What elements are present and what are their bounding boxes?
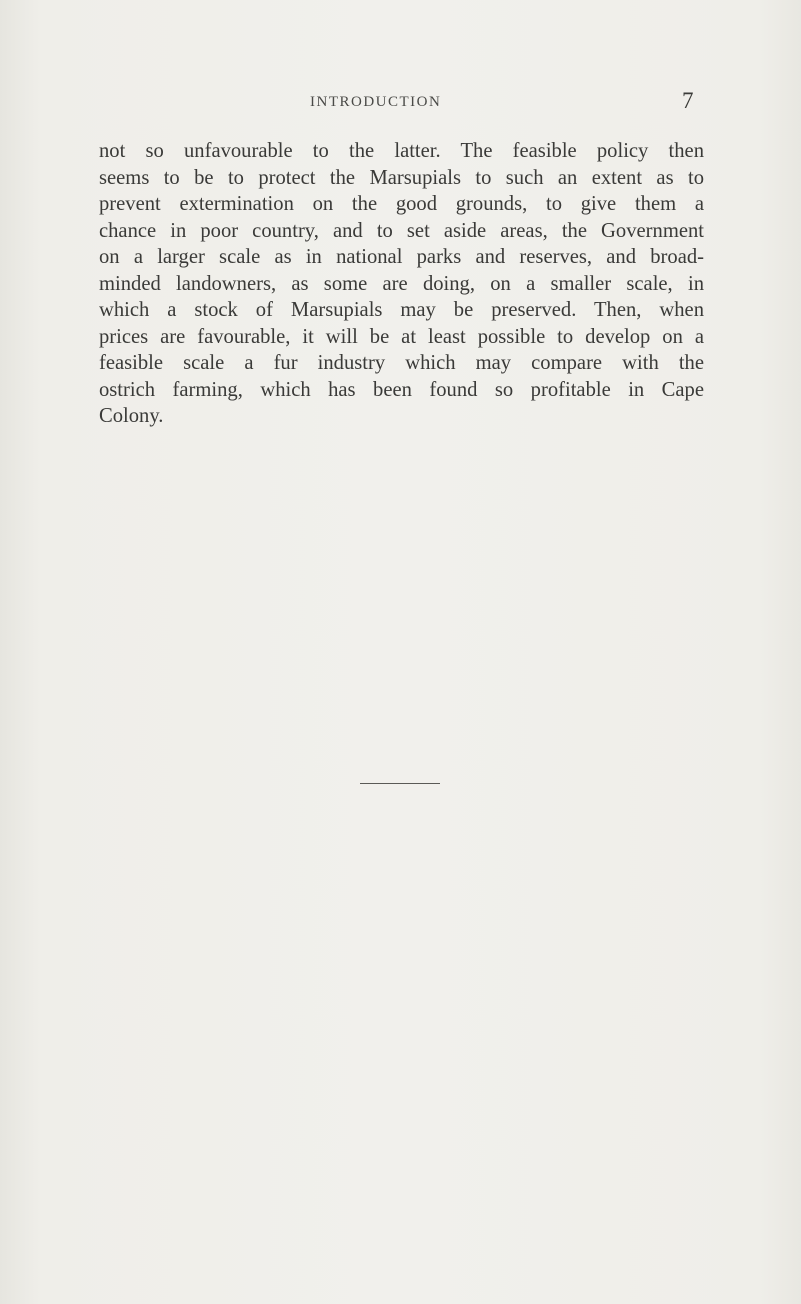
text-line: seems to be to protect the Marsupials to such an extent as to xyxy=(99,166,704,189)
text-line: ostrich farming, which has been found so profitable in Cape xyxy=(99,378,704,401)
text-line: prevent extermination on the good grounds, to give them a xyxy=(99,193,704,215)
text-line: minded landowners, as some are doing, on a smaller scale, in xyxy=(99,272,704,295)
text-line: which a stock of Marsupials may be preserved. Then, when xyxy=(99,299,704,321)
text-line: feasible scale a fur industry which may compare with the xyxy=(99,352,704,374)
section-divider-rule xyxy=(360,783,440,784)
running-head xyxy=(0,88,801,116)
text-line: on a larger scale as in national parks and reserves, and broad- xyxy=(99,246,704,268)
body-paragraph xyxy=(99,138,704,430)
text-line: prices are favourable, it will be at least possible to develop on a xyxy=(99,325,704,348)
page-number: 7 xyxy=(682,88,694,113)
text-line: chance in poor country, and to set aside areas, the Government xyxy=(99,219,704,242)
running-title: INTRODUCTION xyxy=(310,94,442,110)
text-line: Colony. xyxy=(99,405,164,427)
text-line: not so unfavourable to the latter. The feasible policy then xyxy=(99,140,704,162)
